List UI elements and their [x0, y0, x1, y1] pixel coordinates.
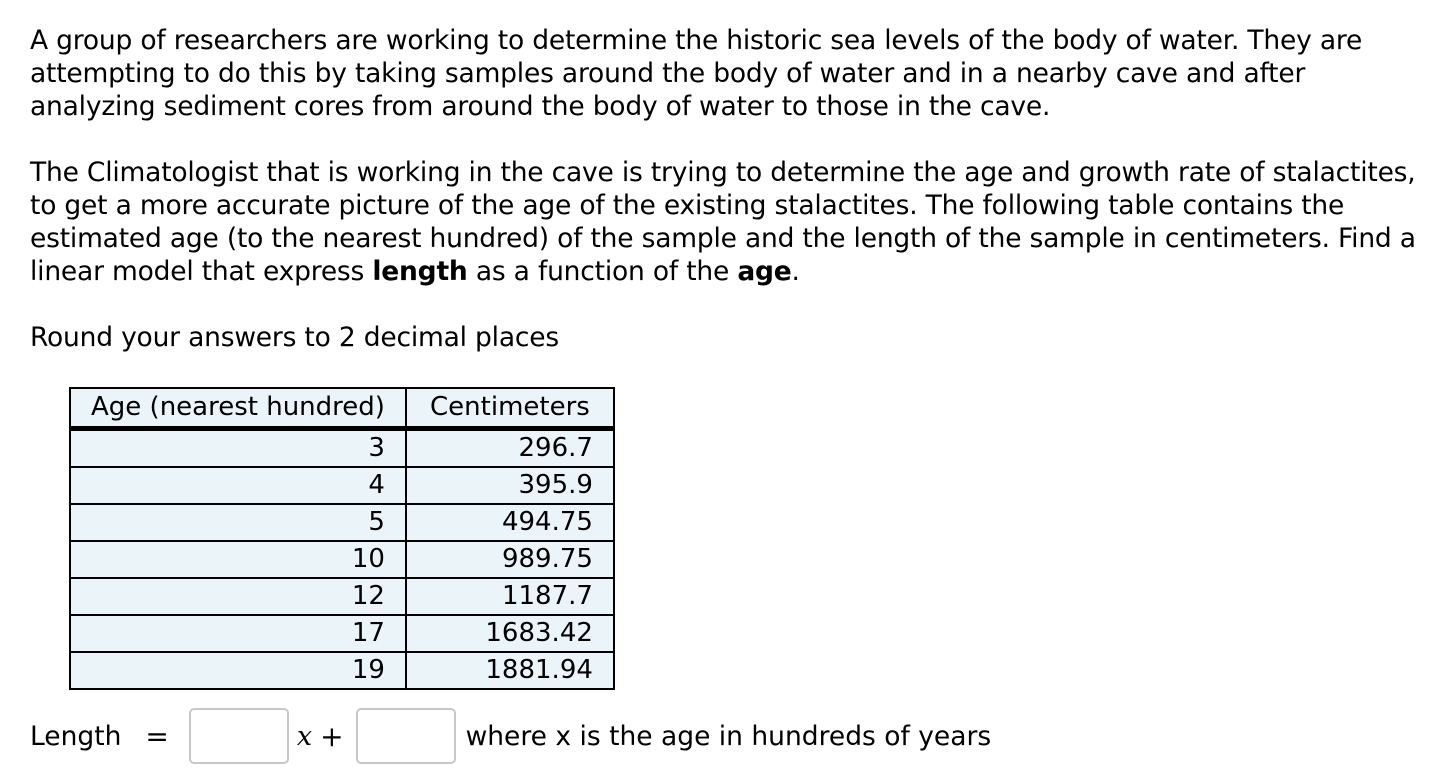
equals-sign: = — [145, 719, 169, 753]
x-variable: x — [296, 720, 313, 752]
task-text-mid: as a function of the — [467, 256, 738, 287]
centimeters-cell: 395.9 — [406, 467, 614, 504]
task-text-end: . — [791, 256, 800, 287]
age-cell: 19 — [70, 652, 406, 689]
task-text-start: The Climatologist that is working in the cave is trying to determine the age and growth rate of stalactites, to get a more accurate picture of the age of the existing stalactites. The following table contains the estimated age (to the nearest hundred) of the sample and the length of the sample in centimeters. Find a linear model that express — [30, 157, 1416, 287]
age-cell: 10 — [70, 541, 406, 578]
intercept-input[interactable] — [356, 708, 456, 764]
variable-description: where x is the age in hundreds of years — [465, 720, 992, 752]
bold-age: age — [737, 256, 792, 287]
centimeters-cell: 494.75 — [406, 504, 614, 541]
centimeters-cell: 1881.94 — [406, 652, 614, 689]
data-table — [69, 387, 615, 690]
round-instruction: Round your answers to 2 decimal places — [30, 322, 559, 353]
table-row — [70, 541, 614, 578]
table-row — [70, 428, 614, 467]
age-cell: 4 — [70, 467, 406, 504]
table-row — [70, 504, 614, 541]
table-header-row — [70, 388, 614, 428]
slope-input[interactable] — [189, 708, 289, 764]
table-row — [70, 615, 614, 652]
task-paragraph — [30, 156, 1422, 288]
plus-sign: + — [320, 719, 344, 753]
bold-length: length — [372, 256, 468, 287]
centimeters-cell: 296.7 — [406, 428, 614, 467]
answer-row — [30, 706, 991, 766]
header-centimeters: Centimeters — [406, 388, 614, 428]
centimeters-cell: 989.75 — [406, 541, 614, 578]
age-cell: 12 — [70, 578, 406, 615]
header-age: Age (nearest hundred) — [70, 388, 406, 428]
table-row — [70, 652, 614, 689]
age-cell: 17 — [70, 615, 406, 652]
age-cell: 3 — [70, 428, 406, 467]
table-row — [70, 467, 614, 504]
centimeters-cell: 1683.42 — [406, 615, 614, 652]
table-row — [70, 578, 614, 615]
age-cell: 5 — [70, 504, 406, 541]
centimeters-cell: 1187.7 — [406, 578, 614, 615]
problem-text — [30, 24, 1422, 354]
length-label: Length — [30, 720, 122, 752]
intro-paragraph: A group of researchers are working to determine the historic sea levels of the body of water. They are attempting to do this by taking samples around the body of water and in a nearby cave and after analyzing sediment cores from around the body of water to those in the cave. — [30, 25, 1363, 122]
